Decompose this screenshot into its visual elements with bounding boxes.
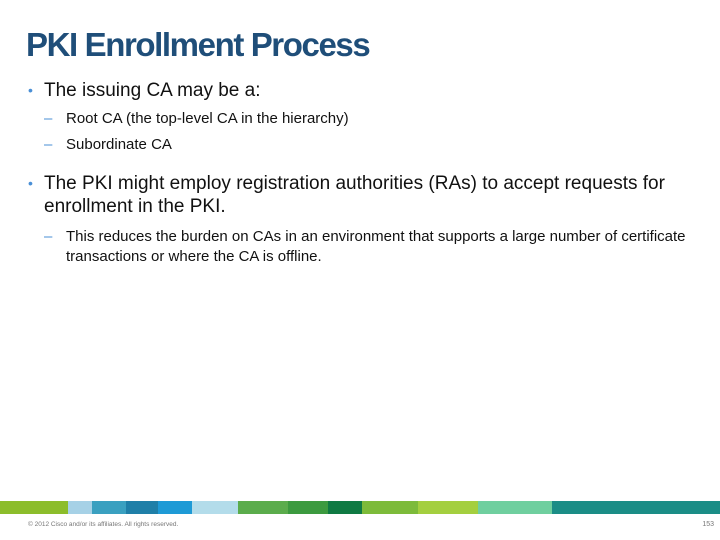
footer-strip-segment [238,501,288,514]
sub-bullet-1-2 [26,135,696,155]
footer-strip-segment [328,501,362,514]
bullet-2-text: The PKI might employ registration authorities (RAs) to accept requests for enrollment in the PKI. [44,173,665,217]
footer-strip-segment [288,501,328,514]
sub-bullet-2-1-text: This reduces the burden on CAs in an environment that supports a large number of certificate transactions or where the CA is offline. [66,228,686,265]
footer-strip-segment [478,501,552,514]
footer-strip-segment [418,501,478,514]
footer-strip-segment [158,501,192,514]
sub-bullet-2-1 [26,227,696,267]
sub-bullet-marker: – [44,136,53,153]
bullet-1-text: The issuing CA may be a: [44,80,261,101]
bullet-2 [26,172,696,218]
footer-strip-segment [560,501,720,514]
footer-strip-segment [0,501,68,514]
footer-strip-segment [68,501,92,514]
sub-bullet-1-2-text: Subordinate CA [66,136,172,153]
footer-strip-segment [362,501,418,514]
sub-bullet-1-1 [26,109,696,129]
footer-strip-segment [552,501,560,514]
sub-bullet-1-1-text: Root CA (the top-level CA in the hierarchy) [66,110,349,127]
sub-bullet-marker: – [44,110,53,127]
footer-color-strip [0,501,720,514]
slide-body [26,76,696,267]
slide-title: PKI Enrollment Process [26,26,370,63]
copyright-notice: © 2012 Cisco and/or its affiliates. All rights reserved. [28,521,179,528]
bullet-1 [26,79,696,102]
footer-strip-segment [92,501,126,514]
bullet-marker: • [28,82,33,98]
footer-strip-segment [192,501,238,514]
page-number: 153 [702,521,714,528]
sub-bullet-marker: – [44,228,53,245]
bullet-marker: • [28,175,33,191]
footer-strip-segment [126,501,158,514]
